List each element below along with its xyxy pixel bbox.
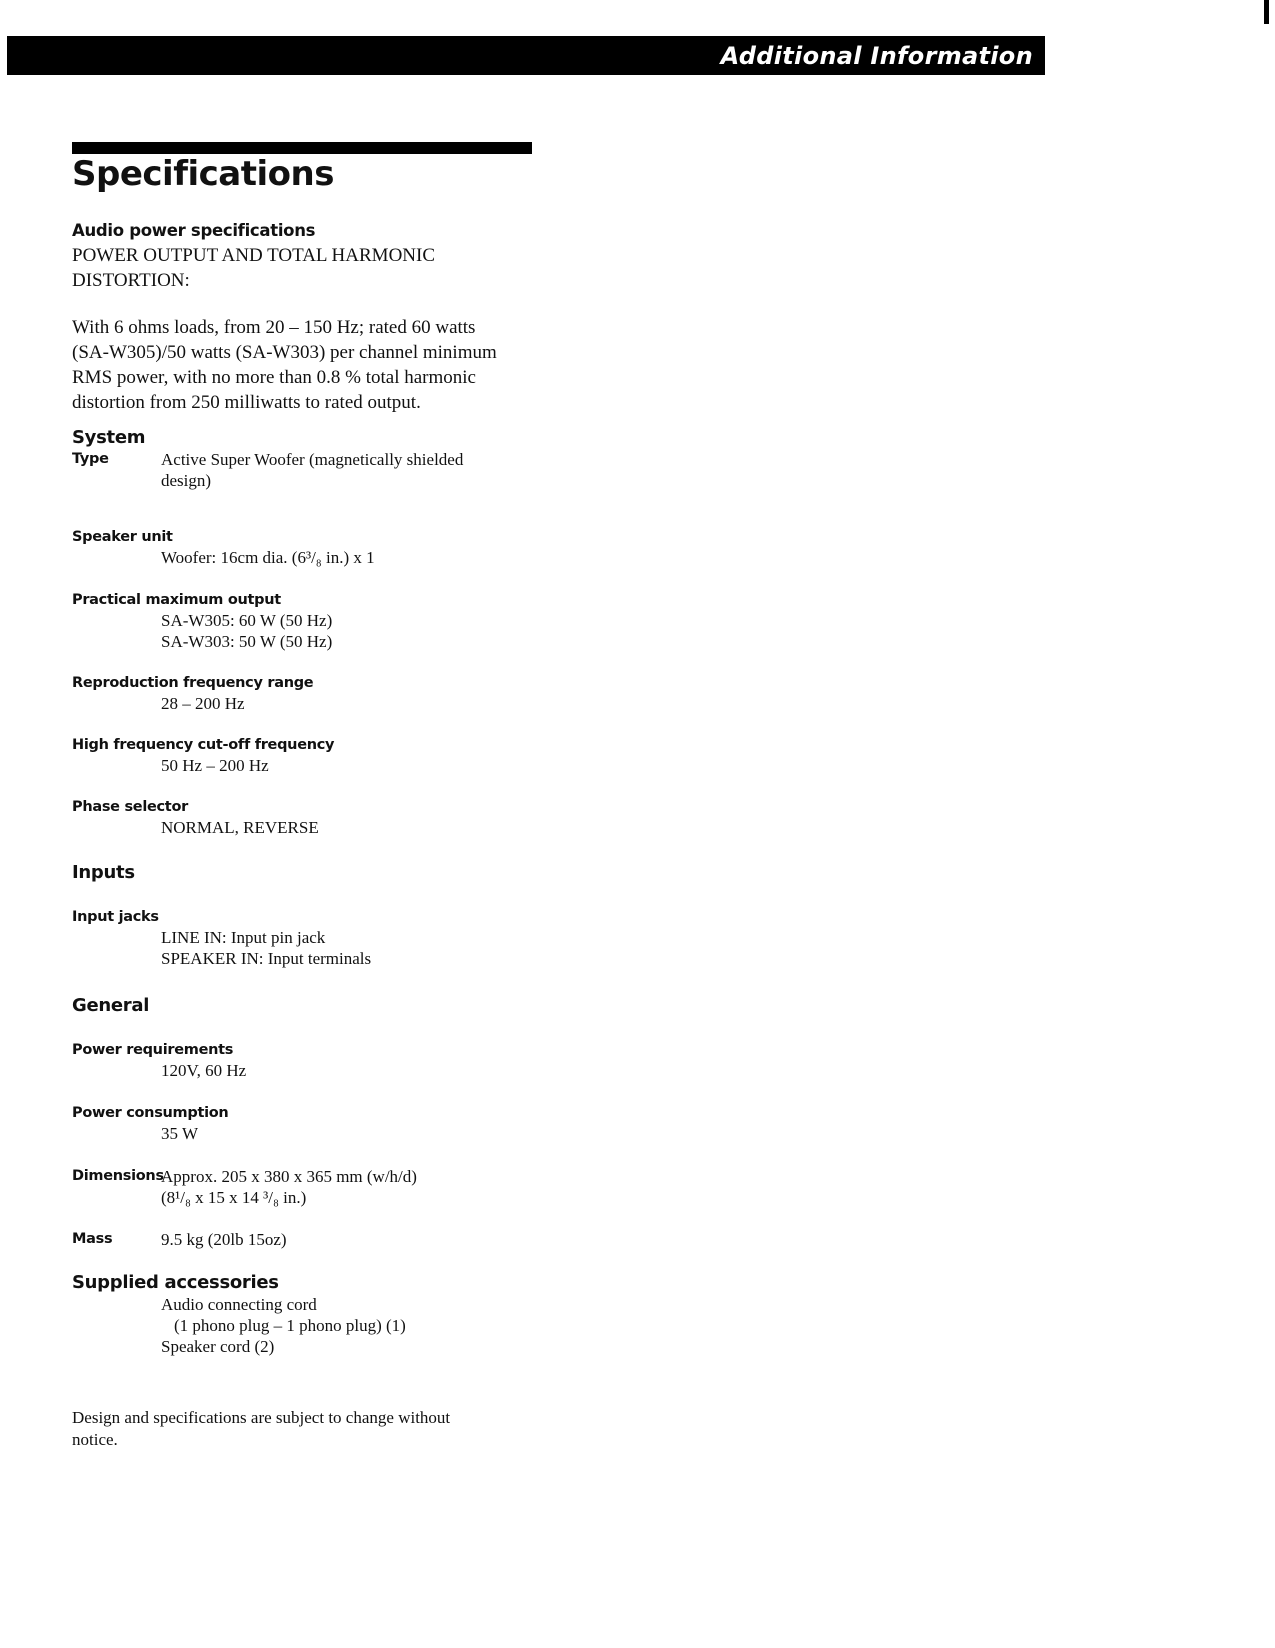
inputs-section	[72, 862, 542, 884]
cutoff-label: High frequency cut-off frequency	[72, 737, 335, 753]
practical-output-spec	[72, 590, 542, 652]
phase-value: NORMAL, REVERSE	[161, 818, 319, 837]
page-edge-mark	[1264, 0, 1269, 24]
system-section	[72, 427, 542, 491]
dimensions-value-inches: (8¹/₈ x 15 x 14 ³/₈ in.)	[161, 1188, 307, 1207]
footer-note	[72, 1407, 542, 1451]
dimensions-value: Approx. 205 x 380 x 365 mm (w/h/d)	[161, 1167, 417, 1186]
phase-label: Phase selector	[72, 799, 188, 815]
audio-power-line: distortion from 250 milliwatts to rated output.	[72, 392, 421, 413]
audio-power-subheading-line2: DISTORTION:	[72, 270, 190, 291]
type-value-cont: design)	[161, 471, 212, 490]
accessory-item-detail: (1 phono plug – 1 phono plug) (1)	[174, 1316, 406, 1335]
speaker-unit-value: Woofer: 16cm dia. (6³/₈ in.) x 1	[161, 548, 375, 567]
power-cons-value: 35 W	[161, 1124, 198, 1143]
accessory-item: Speaker cord (2)	[161, 1337, 275, 1356]
freq-range-label: Reproduction frequency range	[72, 675, 314, 691]
mass-spec	[72, 1229, 542, 1250]
freq-range-spec	[72, 673, 542, 714]
type-label: Type	[72, 451, 109, 467]
dimensions-spec	[72, 1166, 542, 1208]
section-header-bar	[7, 36, 1045, 75]
input-jacks-value: LINE IN: Input pin jack	[161, 928, 326, 947]
power-req-spec	[72, 1040, 542, 1081]
audio-power-line: With 6 ohms loads, from 20 – 150 Hz; rated 60 watts	[72, 317, 476, 338]
cutoff-value: 50 Hz – 200 Hz	[161, 756, 269, 775]
practical-output-value: SA-W303: 50 W (50 Hz)	[161, 632, 333, 651]
input-jacks-label: Input jacks	[72, 909, 159, 925]
audio-power-heading: Audio power specifications	[72, 221, 316, 240]
audio-power-subheading-line1: POWER OUTPUT AND TOTAL HARMONIC	[72, 245, 436, 266]
audio-power-line: (SA-W305)/50 watts (SA-W303) per channel minimum	[72, 342, 497, 363]
general-heading: General	[72, 995, 150, 1016]
mass-label: Mass	[72, 1231, 113, 1247]
system-heading: System	[72, 427, 146, 448]
spec-row-type	[72, 449, 542, 491]
input-jacks-value: SPEAKER IN: Input terminals	[161, 949, 372, 968]
accessories-section	[72, 1272, 542, 1357]
type-value: Active Super Woofer (magnetically shielded	[161, 450, 464, 469]
power-req-label: Power requirements	[72, 1042, 234, 1058]
title-rule	[72, 142, 532, 154]
dimensions-label: Dimensions	[72, 1168, 164, 1184]
phase-spec	[72, 797, 542, 838]
speaker-unit-label: Speaker unit	[72, 529, 173, 545]
page-title: Specifications	[72, 154, 334, 194]
audio-power-paragraph	[72, 315, 542, 415]
accessories-heading: Supplied accessories	[72, 1272, 279, 1293]
general-section	[72, 995, 542, 1017]
cutoff-spec	[72, 735, 542, 776]
input-jacks-spec	[72, 907, 542, 969]
speaker-unit-spec	[72, 527, 542, 568]
footer-note-line: Design and specifications are subject to change without	[72, 1408, 451, 1427]
power-req-value: 120V, 60 Hz	[161, 1061, 247, 1080]
power-cons-spec	[72, 1103, 542, 1144]
inputs-heading: Inputs	[72, 862, 135, 883]
audio-power-line: RMS power, with no more than 0.8 % total harmonic	[72, 367, 476, 388]
mass-value: 9.5 kg (20lb 15oz)	[161, 1230, 287, 1249]
accessory-item: Audio connecting cord	[161, 1295, 317, 1314]
practical-output-label: Practical maximum output	[72, 592, 281, 608]
section-header-title: Additional Information	[720, 42, 1033, 70]
practical-output-value: SA-W305: 60 W (50 Hz)	[161, 611, 333, 630]
freq-range-value: 28 – 200 Hz	[161, 694, 245, 713]
footer-note-line: notice.	[72, 1430, 118, 1449]
audio-power-section	[72, 219, 542, 415]
power-cons-label: Power consumption	[72, 1105, 229, 1121]
